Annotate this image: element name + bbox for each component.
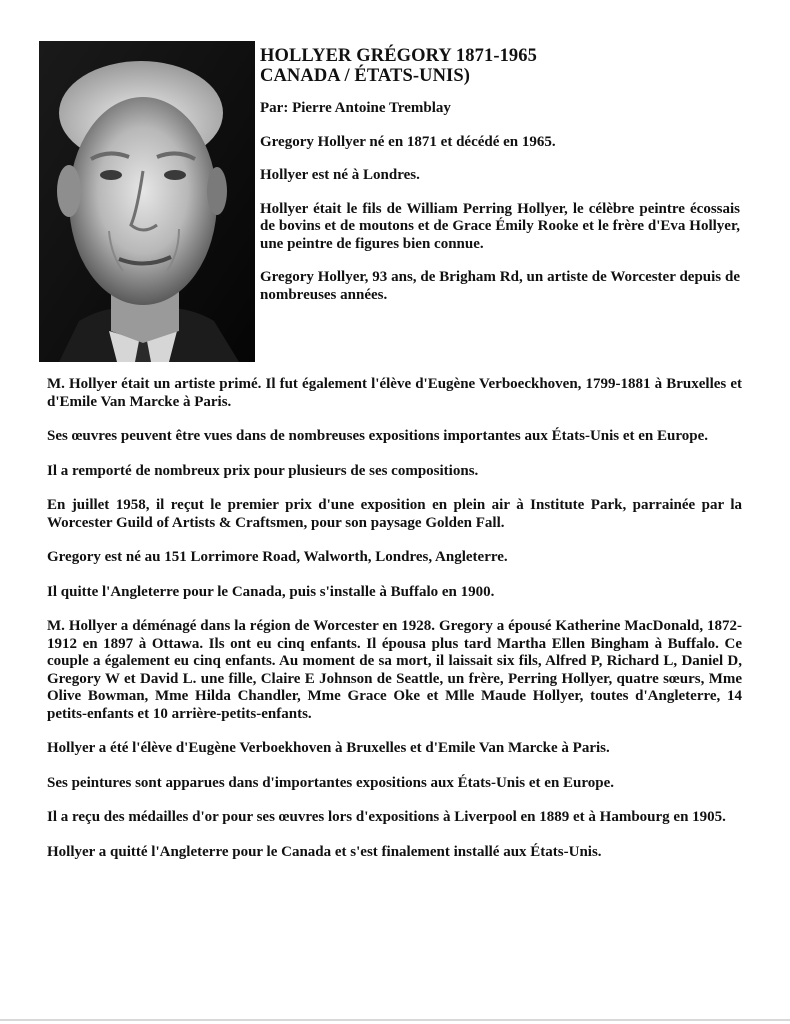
body-paragraph: Hollyer a été l'élève d'Eugène Verboekhoven à Bruxelles et d'Emile Van Marcke à Paris.: [47, 740, 610, 756]
portrait-photo: [39, 41, 255, 362]
body-paragraph: Il a reçu des médailles d'or pour ses œuvres lors d'expositions à Liverpool en 1889 et à Hambourg en 1905.: [47, 809, 726, 825]
body-paragraph: Ses œuvres peuvent être vues dans de nombreuses expositions importantes aux États-Unis et en Europe.: [47, 428, 709, 444]
body-paragraph: Il a remporté de nombreux prix pour plusieurs de ses compositions.: [47, 462, 479, 479]
intro-paragraph: Gregory Hollyer né en 1871 et décédé en 1965.: [260, 133, 556, 150]
intro-paragraph: Hollyer est né à Londres.: [260, 167, 420, 183]
body-paragraph: Ses peintures sont apparues dans d'importantes expositions aux États-Unis et en Europe.: [47, 774, 615, 791]
title-line-2: CANADA / ÉTATS-UNIS): [260, 66, 470, 86]
intro-paragraph: Gregory Hollyer, 93 ans, de Brigham Rd, un artiste de Worcester depuis de nombreuses années.: [260, 269, 740, 303]
article-body: [47, 376, 742, 878]
article-header: [260, 46, 740, 320]
body-paragraph: M. Hollyer a déménagé dans la région de Worcester en 1928. Gregory a épousé Katherine MacDonald, 1872-1912 en 1897 à Ottawa. Ils ont eu cinq enfants. Il épousa plus tard Martha Ellen Bingham à Buffalo. Ce couple a également eu cinq enfants. Au moment de sa mort, il laissait six fils, Alfred P, Richard L, Daniel D, Gregory W et David L. une fille, Claire E Johnson de Seattle, un frère, Perring Hollyer, quatre sœurs, Mme Olive Bowman, Mme Hilda Chandler, Mme Grace Oke et Mlle Maude Hollyer, toutes d'Angleterre, 14 petits-enfants et 10 arrière-petits-enfants.: [47, 618, 742, 722]
body-paragraph: En juillet 1958, il reçut le premier prix d'une exposition en plein air à Institute Park, parrainée par la Worcester Guild of Artists & Craftsmen, pour son paysage Golden Fall.: [47, 497, 742, 531]
page-edge-divider: [0, 1019, 790, 1021]
body-paragraph: Il quitte l'Angleterre pour le Canada, puis s'installe à Buffalo en 1900.: [47, 583, 495, 600]
portrait-image: [39, 41, 255, 362]
intro-paragraph: Hollyer était le fils de William Perring Hollyer, le célèbre peintre écossais de bovins et de moutons et de Grace Émily Rooke et le frère d'Eva Hollyer, une peintre de figures bien connue.: [260, 200, 740, 252]
title-line-1: HOLLYER GRÉGORY 1871-1965: [260, 46, 537, 66]
body-paragraph: Hollyer a quitté l'Angleterre pour le Canada et s'est finalement installé aux États-Unis.: [47, 843, 602, 860]
body-paragraph: Gregory est né au 151 Lorrimore Road, Walworth, Londres, Angleterre.: [47, 549, 508, 565]
page-title: [260, 46, 740, 86]
body-paragraph: M. Hollyer était un artiste primé. Il fut également l'élève d'Eugène Verboeckhoven, 1799-1881 à Bruxelles et d'Emile Van Marcke à Paris.: [47, 376, 742, 410]
author-line: Par: Pierre Antoine Tremblay: [260, 100, 451, 116]
